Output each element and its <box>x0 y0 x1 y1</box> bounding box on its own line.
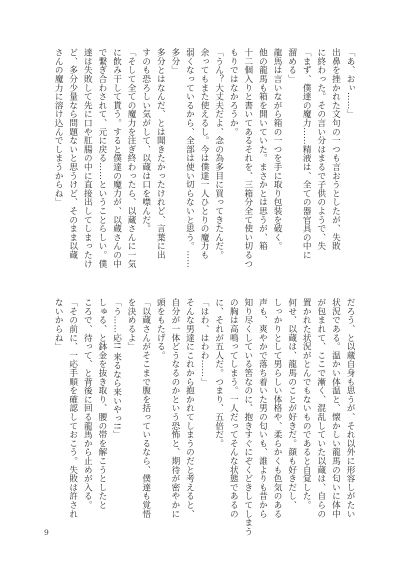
text-column: が包まれて、ここで漸く、混乱していた以蔵は、自らの <box>315 298 326 518</box>
text-column: だろう、と以蔵自身も思うが、それ以外に形容しがたい <box>345 298 355 518</box>
text-block-top <box>51 48 357 268</box>
text-column: 頭をもたげる。 <box>155 298 166 360</box>
text-column: 多分とはなんだ、とは聞きたかったけれど、言葉に出 <box>155 48 166 260</box>
text-column: ころで、待って、と背後に回る龍馬から止めが入る。 <box>82 298 93 510</box>
text-column: に終わった。その言い分はまるで子供のようで、失 <box>315 48 326 251</box>
text-column: 他の龍馬も箱を開いていた。まさかとは思うが、箱 <box>257 48 268 251</box>
text-column: 状況である。温かい体温と、懐かしい龍馬の匂いに体中 <box>330 298 341 518</box>
text-column: 出鼻を挫かれた文句の一つも言おうとしたが、失敗 <box>330 48 341 251</box>
text-column: 何せ、以蔵は、龍馬のことが好きだ。顔も好きだし、 <box>286 298 297 510</box>
text-column: ないからね」 <box>53 298 64 351</box>
text-column: 「はわ、はわわ……」 <box>199 298 210 386</box>
text-column: しゅる、と鉢金を抜き取り、腰の帯を解こうとしたと <box>96 298 107 510</box>
text-column: 弱くなっているから、全部は使い切らないと思う。…… <box>184 48 195 268</box>
text-column: に、それが五人だ。つまり、五倍だ。 <box>213 298 224 448</box>
text-column: すのも恐ろしい気がして、以蔵は口を噤んだ。 <box>140 48 151 233</box>
text-column: 「うん？大丈夫だよ、念の為多目に買ってきたんだ。 <box>213 48 224 260</box>
text-column: 龍馬は言いながら箱の一つを手に取り包装を破く。 <box>272 48 283 251</box>
text-column: ど、多分少量なら問題ないと思うけど、そのまま以蔵 <box>67 48 78 260</box>
text-column: しっかりとして男らしい体格や、柔らかくも色気のある <box>272 298 283 518</box>
text-column: の胸は高鳴ってしまう。一人だってそんな状態であるの <box>228 298 239 518</box>
text-column: 余ってもまた使えるし。今は僕達一人ひとりの魔力も <box>199 48 210 260</box>
text-column: 「あ、おぃ……」 <box>345 48 355 119</box>
text-column: 溜める」 <box>286 48 297 84</box>
text-column: を決めるよ」 <box>126 298 137 351</box>
text-column: さんの魔力に溶け込んでしまうからね」 <box>53 48 64 207</box>
page-number: 9 <box>44 528 49 537</box>
text-column: 自分が一体どうなるのかという恐怖と、期待が密やかに <box>169 298 180 518</box>
text-column: 十二個入りと書いてあるそれを、三箱分全て使い切るつ <box>242 48 253 268</box>
text-column: そんな男達にこれから抱かれてしまうのだと考えると、 <box>184 298 195 518</box>
text-column: で繋ぎ合わされて、元に戻る……ということらしい。僕 <box>96 48 107 268</box>
text-column: 多分」 <box>169 48 180 75</box>
text-column: もりではなかろうか。 <box>228 48 239 136</box>
text-column: 置かれた状況がとんでもないものであると自覚した。 <box>301 298 312 510</box>
text-column: 「その前に、一応手順を確認しておこう。失敗は許され <box>67 298 78 518</box>
text-column: 「そして全ての魔力を注ぎ終わったら、以蔵さんに一気 <box>126 48 137 268</box>
text-column: 「まず、僕達の魔力……精液は、全ての器官具の中に <box>301 48 312 260</box>
text-column: 「以蔵さんがそこまで腹を括っているなら、僕達も覚悟 <box>140 298 151 518</box>
text-block-bottom <box>51 298 357 536</box>
text-column: 声も、爽やかで落ち着いた男の匂いも、誰よりも昔から <box>257 298 268 518</box>
text-column: に飲み干して貰う。すると僕達の魔力が、以蔵さんの中 <box>111 48 122 268</box>
text-column: 知り尽くしている筈なのに、抱きすぐにぞくどきしてしまう <box>242 298 253 536</box>
text-column: 「う……応!! 来るなら来いやっ!!」 <box>111 298 122 439</box>
text-column: 達は失敗して先に口や肛腸の中に直接出してしまったけ <box>82 48 93 268</box>
